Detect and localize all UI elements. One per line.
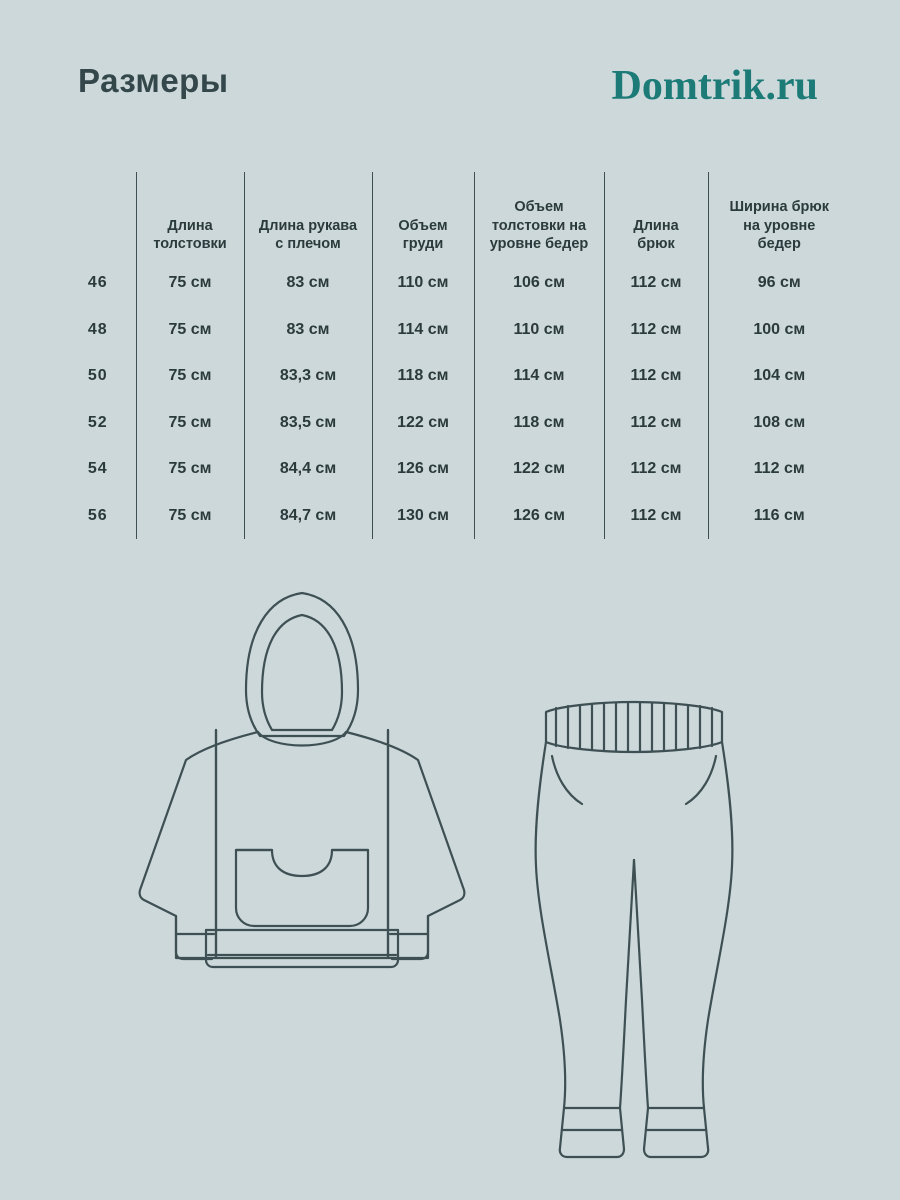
cell-pants-hip-width: 100 см — [708, 307, 850, 354]
row-size-label: 54 — [87, 460, 108, 478]
cell-pants-length: 112 см — [604, 260, 708, 307]
size-table-container — [60, 172, 850, 539]
table-row — [60, 446, 850, 493]
hoodie-drawing — [140, 593, 465, 967]
cell-pants-hip-width: 104 см — [708, 353, 850, 400]
cell-sleeve-length: 83 см — [244, 260, 372, 307]
cell-sleeve-length: 84,7 см — [244, 493, 372, 540]
cell-sleeve-length: 84,4 см — [244, 446, 372, 493]
cell-sleeve-length: 83,5 см — [244, 400, 372, 447]
page-title: Размеры — [78, 62, 229, 99]
brand-logo: Domtrik.ru — [611, 63, 818, 109]
cell-pants-hip-width: 108 см — [708, 400, 850, 447]
pants-drawing — [536, 702, 733, 1157]
cell-sleeve-length: 83,3 см — [244, 353, 372, 400]
row-size-label: 46 — [87, 274, 108, 292]
column-header-size — [60, 172, 136, 260]
table-row — [60, 260, 850, 307]
size-table — [60, 172, 850, 539]
cell-pants-hip-width: 96 см — [708, 260, 850, 307]
cell-hoodie-length: 75 см — [136, 353, 244, 400]
cell-chest: 110 см — [372, 260, 474, 307]
table-header — [60, 172, 850, 260]
cell-hoodie-length: 75 см — [136, 400, 244, 447]
table-row — [60, 493, 850, 540]
table-row — [60, 307, 850, 354]
row-size-label: 56 — [87, 506, 108, 524]
table-body — [60, 260, 850, 539]
cell-hoodie-length: 75 см — [136, 446, 244, 493]
cell-hoodie-length: 75 см — [136, 493, 244, 540]
column-header-pants-hip-width: Ширина брюк на уровне бедер — [708, 172, 850, 260]
cell-pants-length: 112 см — [604, 446, 708, 493]
cell-pants-hip-width: 116 см — [708, 493, 850, 540]
cell-chest: 114 см — [372, 307, 474, 354]
row-size-label: 52 — [87, 413, 108, 431]
row-size-label: 50 — [87, 367, 108, 385]
cell-chest: 130 см — [372, 493, 474, 540]
column-header-pants-length: Длина брюк — [604, 172, 708, 260]
cell-chest: 126 см — [372, 446, 474, 493]
column-header-sleeve-length: Длина рукава с плечом — [244, 172, 372, 260]
cell-chest: 118 см — [372, 353, 474, 400]
table-header-row — [60, 172, 850, 260]
cell-hoodie-hip: 126 см — [474, 493, 604, 540]
cell-pants-hip-width: 112 см — [708, 446, 850, 493]
table-row — [60, 353, 850, 400]
cell-hoodie-hip: 110 см — [474, 307, 604, 354]
cell-chest: 122 см — [372, 400, 474, 447]
garment-illustration — [0, 560, 900, 1200]
row-size-label: 48 — [87, 320, 108, 338]
column-header-chest: Объем груди — [372, 172, 474, 260]
cell-hoodie-hip: 106 см — [474, 260, 604, 307]
cell-hoodie-hip: 122 см — [474, 446, 604, 493]
cell-pants-length: 112 см — [604, 353, 708, 400]
cell-hoodie-length: 75 см — [136, 260, 244, 307]
cell-hoodie-hip: 118 см — [474, 400, 604, 447]
column-header-hoodie-length: Длина толстовки — [136, 172, 244, 260]
table-row — [60, 400, 850, 447]
cell-pants-length: 112 см — [604, 307, 708, 354]
cell-hoodie-hip: 114 см — [474, 353, 604, 400]
cell-pants-length: 112 см — [604, 400, 708, 447]
cell-pants-length: 112 см — [604, 493, 708, 540]
cell-hoodie-length: 75 см — [136, 307, 244, 354]
column-header-hoodie-hip: Объем толстовки на уровне бедер — [474, 172, 604, 260]
cell-sleeve-length: 83 см — [244, 307, 372, 354]
